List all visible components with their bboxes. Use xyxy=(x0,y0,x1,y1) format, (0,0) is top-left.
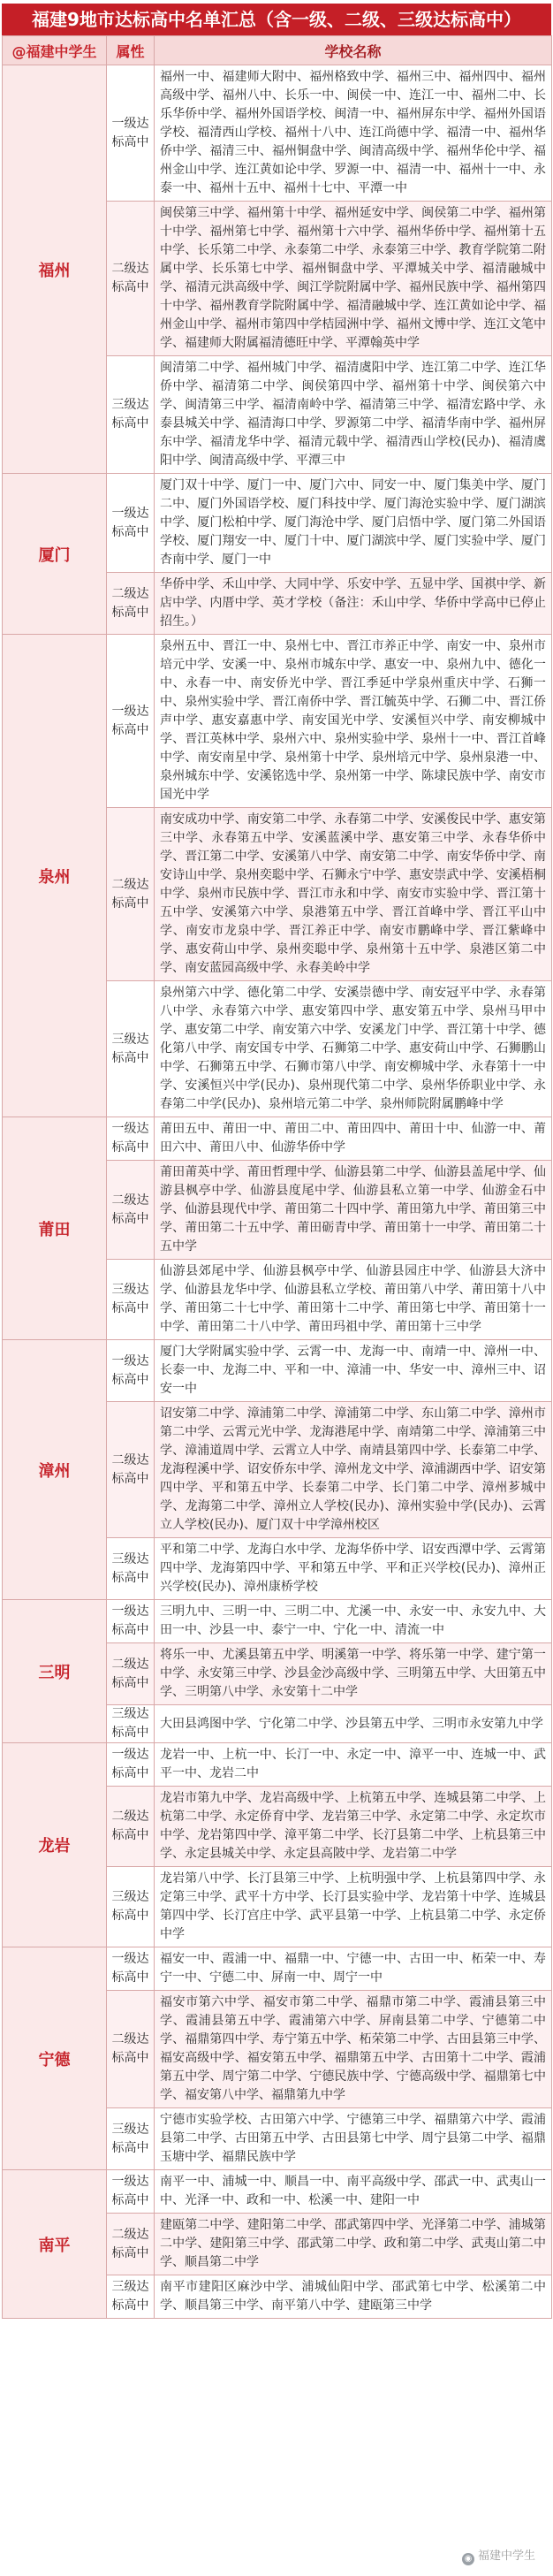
watermark xyxy=(457,2544,541,2567)
school-level: 一级达标高中 xyxy=(107,635,155,808)
city-name: 三明 xyxy=(3,1600,107,1743)
school-level: 三级达标高中 xyxy=(107,2108,155,2170)
school-list: 南平市建阳区麻沙中学、浦城仙阳中学、邵武第七中学、松溪第二中学、顺昌第三中学、南平第八中学、建瓯第三中学 xyxy=(155,2275,552,2319)
school-list: 平和第二中学、龙海白水中学、龙海华侨中学、诏安西潭中学、云霄第四中学、龙海第四中学、平和第五中学、平和正兴学校(民办)、漳州正兴学校(民办)、漳州康桥学校 xyxy=(155,1538,552,1600)
school-list: 仙游县郊尾中学、仙游县枫亭中学、仙游县园庄中学、仙游县大济中学、仙游县龙华中学、仙游县私立学校、莆田第八中学、莆田第十八中学、莆田第二十七中学、莆田第十二中学、莆田第七中学、莆田第十一中学、莆田第二十八中学、莆田玛祖中学、莆田第十三中学 xyxy=(155,1260,552,1340)
school-level: 二级达标高中 xyxy=(107,808,155,981)
city-column-header: @福建中学生 xyxy=(3,36,107,65)
school-level: 一级达标高中 xyxy=(107,1340,155,1402)
city-name: 厦门 xyxy=(3,474,107,635)
watermark-label: 福建中学生 xyxy=(477,2549,535,2563)
school-list: 建瓯第二中学、建阳第二中学、邵武第四中学、光泽第二中学、浦城第二中学、建阳第三中学、邵武第二中学、政和第二中学、武夷山第二中学、顺昌第二中学 xyxy=(155,2214,552,2275)
school-level: 三级达标高中 xyxy=(107,1538,155,1600)
school-list: 泉州五中、晋江一中、泉州七中、晋江市养正中学、南安一中、泉州市培元中学、安溪一中、泉州市城东中学、惠安一中、泉州九中、德化一中、永春一中、南安侨光中学、晋江季延中学泉州重庆中学、石狮一中、泉州实验中学、晋江南侨中学、晋江毓英中学、石狮二中、晋江侨声中学、惠安嘉惠中学、南安国光中学、安溪恒兴中学、南安柳城中学、晋江英林中学、泉州六中、泉州实验中学、泉州十一中、晋江首峰中学、南安南星中学、泉州第十中学、泉州培元中学、泉州泉港一中、泉州城东中学、安溪铭选中学、泉州第一中学、陈埭民族中学、南安市国光中学 xyxy=(155,635,552,808)
school-list: 莆田莆英中学、莆田哲理中学、仙游县第二中学、仙游县盖尾中学、仙游县枫亭中学、仙游县度尾中学、仙游县私立第一中学、仙游金石中学、仙游县现代中学、莆田第二十四中学、莆田第九中学、莆田第三中学、莆田第二十五中学、莆田砺青中学、莆田第十一中学、莆田第二十五中学 xyxy=(155,1161,552,1260)
school-list: 南安成功中学、南安第二中学、永春第二中学、安溪俊民中学、惠安第三中学、永春第五中学、安溪蓝溪中学、惠安第三中学、永春华侨中学、晋江第二中学、安溪第八中学、南安第二中学、南安华侨中学、南安诗山中学、泉州奕聪中学、石狮永宁中学、惠安崇武中学、安溪梧桐中学、泉州市民族中学、晋江市永和中学、南安市实验中学、晋江第十五中学、安溪第六中学、泉港第五中学、晋江首峰中学、晋江平山中学、南安市龙泉中学、晋江养正中学、南安市鹏峰中学、晋江紫峰中学、惠安荷山中学、泉州奕聪中学、泉州第十五中学、泉港区第二中学、南安蓝园高级中学、永春美岭中学 xyxy=(155,808,552,981)
school-table xyxy=(2,35,552,2319)
school-list: 龙岩第八中学、长汀县第三中学、上杭明强中学、上杭县第四中学、永定第三中学、武平十方中学、长汀县实验中学、龙岩第十中学、连城县第四中学、长汀宫庄中学、武平县第一中学、上杭县第二中学、永定侨中学 xyxy=(155,1867,552,1947)
school-level: 二级达标高中 xyxy=(107,1402,155,1538)
school-level: 二级达标高中 xyxy=(107,1787,155,1867)
school-list: 龙岩一中、上杭一中、长汀一中、永定一中、漳平一中、连城一中、武平一中、龙岩二中 xyxy=(155,1743,552,1787)
school-list: 厦门双十中学、厦门一中、厦门六中、同安一中、厦门集美中学、厦门二中、厦门外国语学校、厦门科技中学、厦门海沧实验中学、厦门湖滨中学、厦门松柏中学、厦门海沧中学、厦门启悟中学、厦门第二外国语学校、厦门翔安一中、厦门十中、厦门湖滨中学、厦门实验中学、厦门杏南中学、厦门一中 xyxy=(155,474,552,573)
school-level: 三级达标高中 xyxy=(107,1260,155,1340)
wechat-icon: ◉ xyxy=(462,2553,474,2565)
school-list: 大田县鸿图中学、宁化第二中学、沙县第五中学、三明市永安第九中学 xyxy=(155,1705,552,1743)
level-column-header: 属性 xyxy=(107,36,155,65)
school-level: 二级达标高中 xyxy=(107,1643,155,1705)
school-level: 三级达标高中 xyxy=(107,2275,155,2319)
page-title: 福建9地市达标高中名单汇总（含一级、二级、三级达标高中） xyxy=(2,4,551,35)
school-level: 一级达标高中 xyxy=(107,1947,155,1991)
school-level: 一级达标高中 xyxy=(107,1743,155,1787)
name-column-header: 学校名称 xyxy=(155,36,552,65)
city-name: 福州 xyxy=(3,65,107,474)
school-level: 三级达标高中 xyxy=(107,1867,155,1947)
school-list: 华侨中学、禾山中学、大同中学、乐安中学、五显中学、国祺中学、新店中学、内厝中学、英才学校（备注：禾山中学、华侨中学高中已停止招生。） xyxy=(155,573,552,635)
school-list: 龙岩市第九中学、龙岩高级中学、上杭第五中学、连城县第二中学、上杭第二中学、永定侨育中学、龙岩第三中学、永定第二中学、永定坎市中学、龙岩第四中学、漳平第二中学、长汀县第二中学、上杭县第三中学、永定县城关中学、永定县高陂中学、龙岩第二中学 xyxy=(155,1787,552,1867)
school-list: 闽侯第三中学、福州第十中学、福州延安中学、闽侯第二中学、福州第十中学、福州第七中学、福州第十六中学、福州华侨中学、福州第十五中学、长乐第二中学、永泰第二中学、永泰第三中学、教育学院第二附属中学、长乐第七中学、福州铜盘中学、平潭城关中学、福清融城中学、福清元洪高级中学、闽江学院附属中学、福州民族中学、福州第四十中学、福州教育学院附属中学、福清融城中学、连江黄如论中学、福州金山中学、福州市第四中学桔园洲中学、福州文博中学、连江文笔中学、福建师大附属福清德旺中学、平潭翰英中学 xyxy=(155,202,552,356)
school-level: 一级达标高中 xyxy=(107,2170,155,2214)
table-row xyxy=(3,1117,552,1161)
school-level: 二级达标高中 xyxy=(107,2214,155,2275)
city-name: 泉州 xyxy=(3,635,107,1117)
table-row xyxy=(3,635,552,808)
school-list: 将乐一中、尤溪县第五中学、明溪第一中学、将乐第一中学、建宁第一中学、永安第三中学、沙县金沙高级中学、三明第五中学、大田第五中学、三明第八中学、永安第十二中学 xyxy=(155,1643,552,1705)
school-level: 一级达标高中 xyxy=(107,1600,155,1643)
table-header-row xyxy=(3,36,552,65)
city-name: 莆田 xyxy=(3,1117,107,1340)
city-name: 南平 xyxy=(3,2170,107,2319)
school-level: 三级达标高中 xyxy=(107,981,155,1117)
school-level: 一级达标高中 xyxy=(107,1117,155,1161)
table-row xyxy=(3,2170,552,2214)
school-list: 泉州第六中学、德化第二中学、安溪崇德中学、南安冠平中学、永春第八中学、永春第六中学、惠安第四中学、惠安第五中学、泉州马甲中学、惠安第二中学、南安第六中学、安溪龙门中学、晋江第十中学、德化第八中学、南安国专中学、石狮第二中学、惠安荷山中学、石狮鹏山中学、石狮第五中学、石狮市第八中学、南安柳城中学、永春第十一中学、安溪恒兴中学(民办)、泉州现代第二中学、泉州华侨职业中学、永春第二中学(民办)、泉州培元第二中学、泉州师院附属鹏峰中学 xyxy=(155,981,552,1117)
city-name: 宁德 xyxy=(3,1947,107,2170)
school-level: 三级达标高中 xyxy=(107,356,155,474)
school-list: 福安一中、霞浦一中、福鼎一中、宁德一中、古田一中、柘荣一中、寿宁一中、宁德二中、屏南一中、周宁一中 xyxy=(155,1947,552,1991)
table-row xyxy=(3,65,552,202)
school-list: 闽清第二中学、福州城门中学、福清虞阳中学、连江第二中学、连江华侨中学、福清第二中学、闽侯第四中学、福州第十中学、闽侯第六中学、闽清第三中学、福清南岭中学、福清第三中学、福清宏路中学、永泰县城关中学、福清海口中学、罗源第二中学、福清华南中学、福州屏东中学、福清龙华中学、福清元载中学、福清西山学校(民办)、福清虞阳中学、闽清高级中学、平潭三中 xyxy=(155,356,552,474)
school-level: 二级达标高中 xyxy=(107,202,155,356)
school-list: 三明九中、三明一中、三明二中、尤溪一中、永安一中、永安九中、大田一中、沙县一中、泰宁一中、宁化一中、清流一中 xyxy=(155,1600,552,1643)
table-body xyxy=(3,65,552,2319)
city-name: 龙岩 xyxy=(3,1743,107,1947)
school-list: 厦门大学附属实验中学、云霄一中、龙海一中、南靖一中、漳州一中、长泰一中、龙海二中、平和一中、漳浦一中、华安一中、漳州三中、诏安一中 xyxy=(155,1340,552,1402)
school-level: 二级达标高中 xyxy=(107,1991,155,2108)
table-row xyxy=(3,1340,552,1402)
school-list: 南平一中、浦城一中、顺昌一中、南平高级中学、邵武一中、武夷山一中、光泽一中、政和一中、松溪一中、建阳一中 xyxy=(155,2170,552,2214)
table-row xyxy=(3,1743,552,1787)
table-row xyxy=(3,1600,552,1643)
school-level: 三级达标高中 xyxy=(107,1705,155,1743)
table-row xyxy=(3,474,552,573)
table-row xyxy=(3,1947,552,1991)
city-name: 漳州 xyxy=(3,1340,107,1600)
school-list: 诏安第二中学、漳浦第二中学、漳浦第二中学、东山第二中学、漳州市第二中学、云霄元光中学、龙海港尾中学、南靖第二中学、漳浦第三中学、漳浦道周中学、云霄立人中学、南靖县第四中学、长泰第二中学、龙海程溪中学、诏安侨东中学、漳州龙文中学、漳浦湖西中学、诏安第四中学、平和第五中学、长泰第二中学、长门第二中学、漳州芗城中学、龙海第二中学、漳州立人学校(民办)、漳州实验中学(民办)、云霄立人学校(民办)、厦门双十中学漳州校区 xyxy=(155,1402,552,1538)
school-list: 福安市第六中学、福安市第二中学、福鼎市第二中学、霞浦县第三中学、霞浦县第五中学、霞浦第六中学、屏南县第二中学、宁德第二中学、福鼎第四中学、寿宁第五中学、柘荣第二中学、古田县第三中学、福安高级中学、福安第五中学、福鼎第五中学、古田第十二中学、霞浦第五中学、周宁第二中学、宁德民族中学、宁德高级中学、福鼎第七中学、福安第八中学、福鼎第九中学 xyxy=(155,1991,552,2108)
school-list: 福州一中、福建师大附中、福州格致中学、福州三中、福州四中、福州高级中学、福州八中、长乐一中、闽侯一中、连江一中、福州二中、长乐华侨中学、福州外国语学校、闽清一中、福州屏东中学、福州外国语学校、福清西山学校、福州十八中、连江尚德中学、福清一中、福州华侨中学、福清三中、福州铜盘中学、闽清高级中学、福州华伦中学、福州金山中学、连江黄如论中学、罗源一中、福清一中、福州十一中、永泰一中、福州十五中、福州十七中、平潭一中 xyxy=(155,65,552,202)
school-level: 一级达标高中 xyxy=(107,65,155,202)
school-level: 二级达标高中 xyxy=(107,1161,155,1260)
school-level: 二级达标高中 xyxy=(107,573,155,635)
school-level: 一级达标高中 xyxy=(107,474,155,573)
school-list: 宁德市实验学校、古田第六中学、宁德第三中学、福鼎第六中学、霞浦县第二中学、古田第五中学、古田县第七中学、周宁县第二中学、福鼎玉塘中学、福鼎民族中学 xyxy=(155,2108,552,2170)
school-list: 莆田五中、莆田一中、莆田二中、莆田四中、莆田十中、仙游一中、莆田六中、莆田八中、仙游华侨中学 xyxy=(155,1117,552,1161)
